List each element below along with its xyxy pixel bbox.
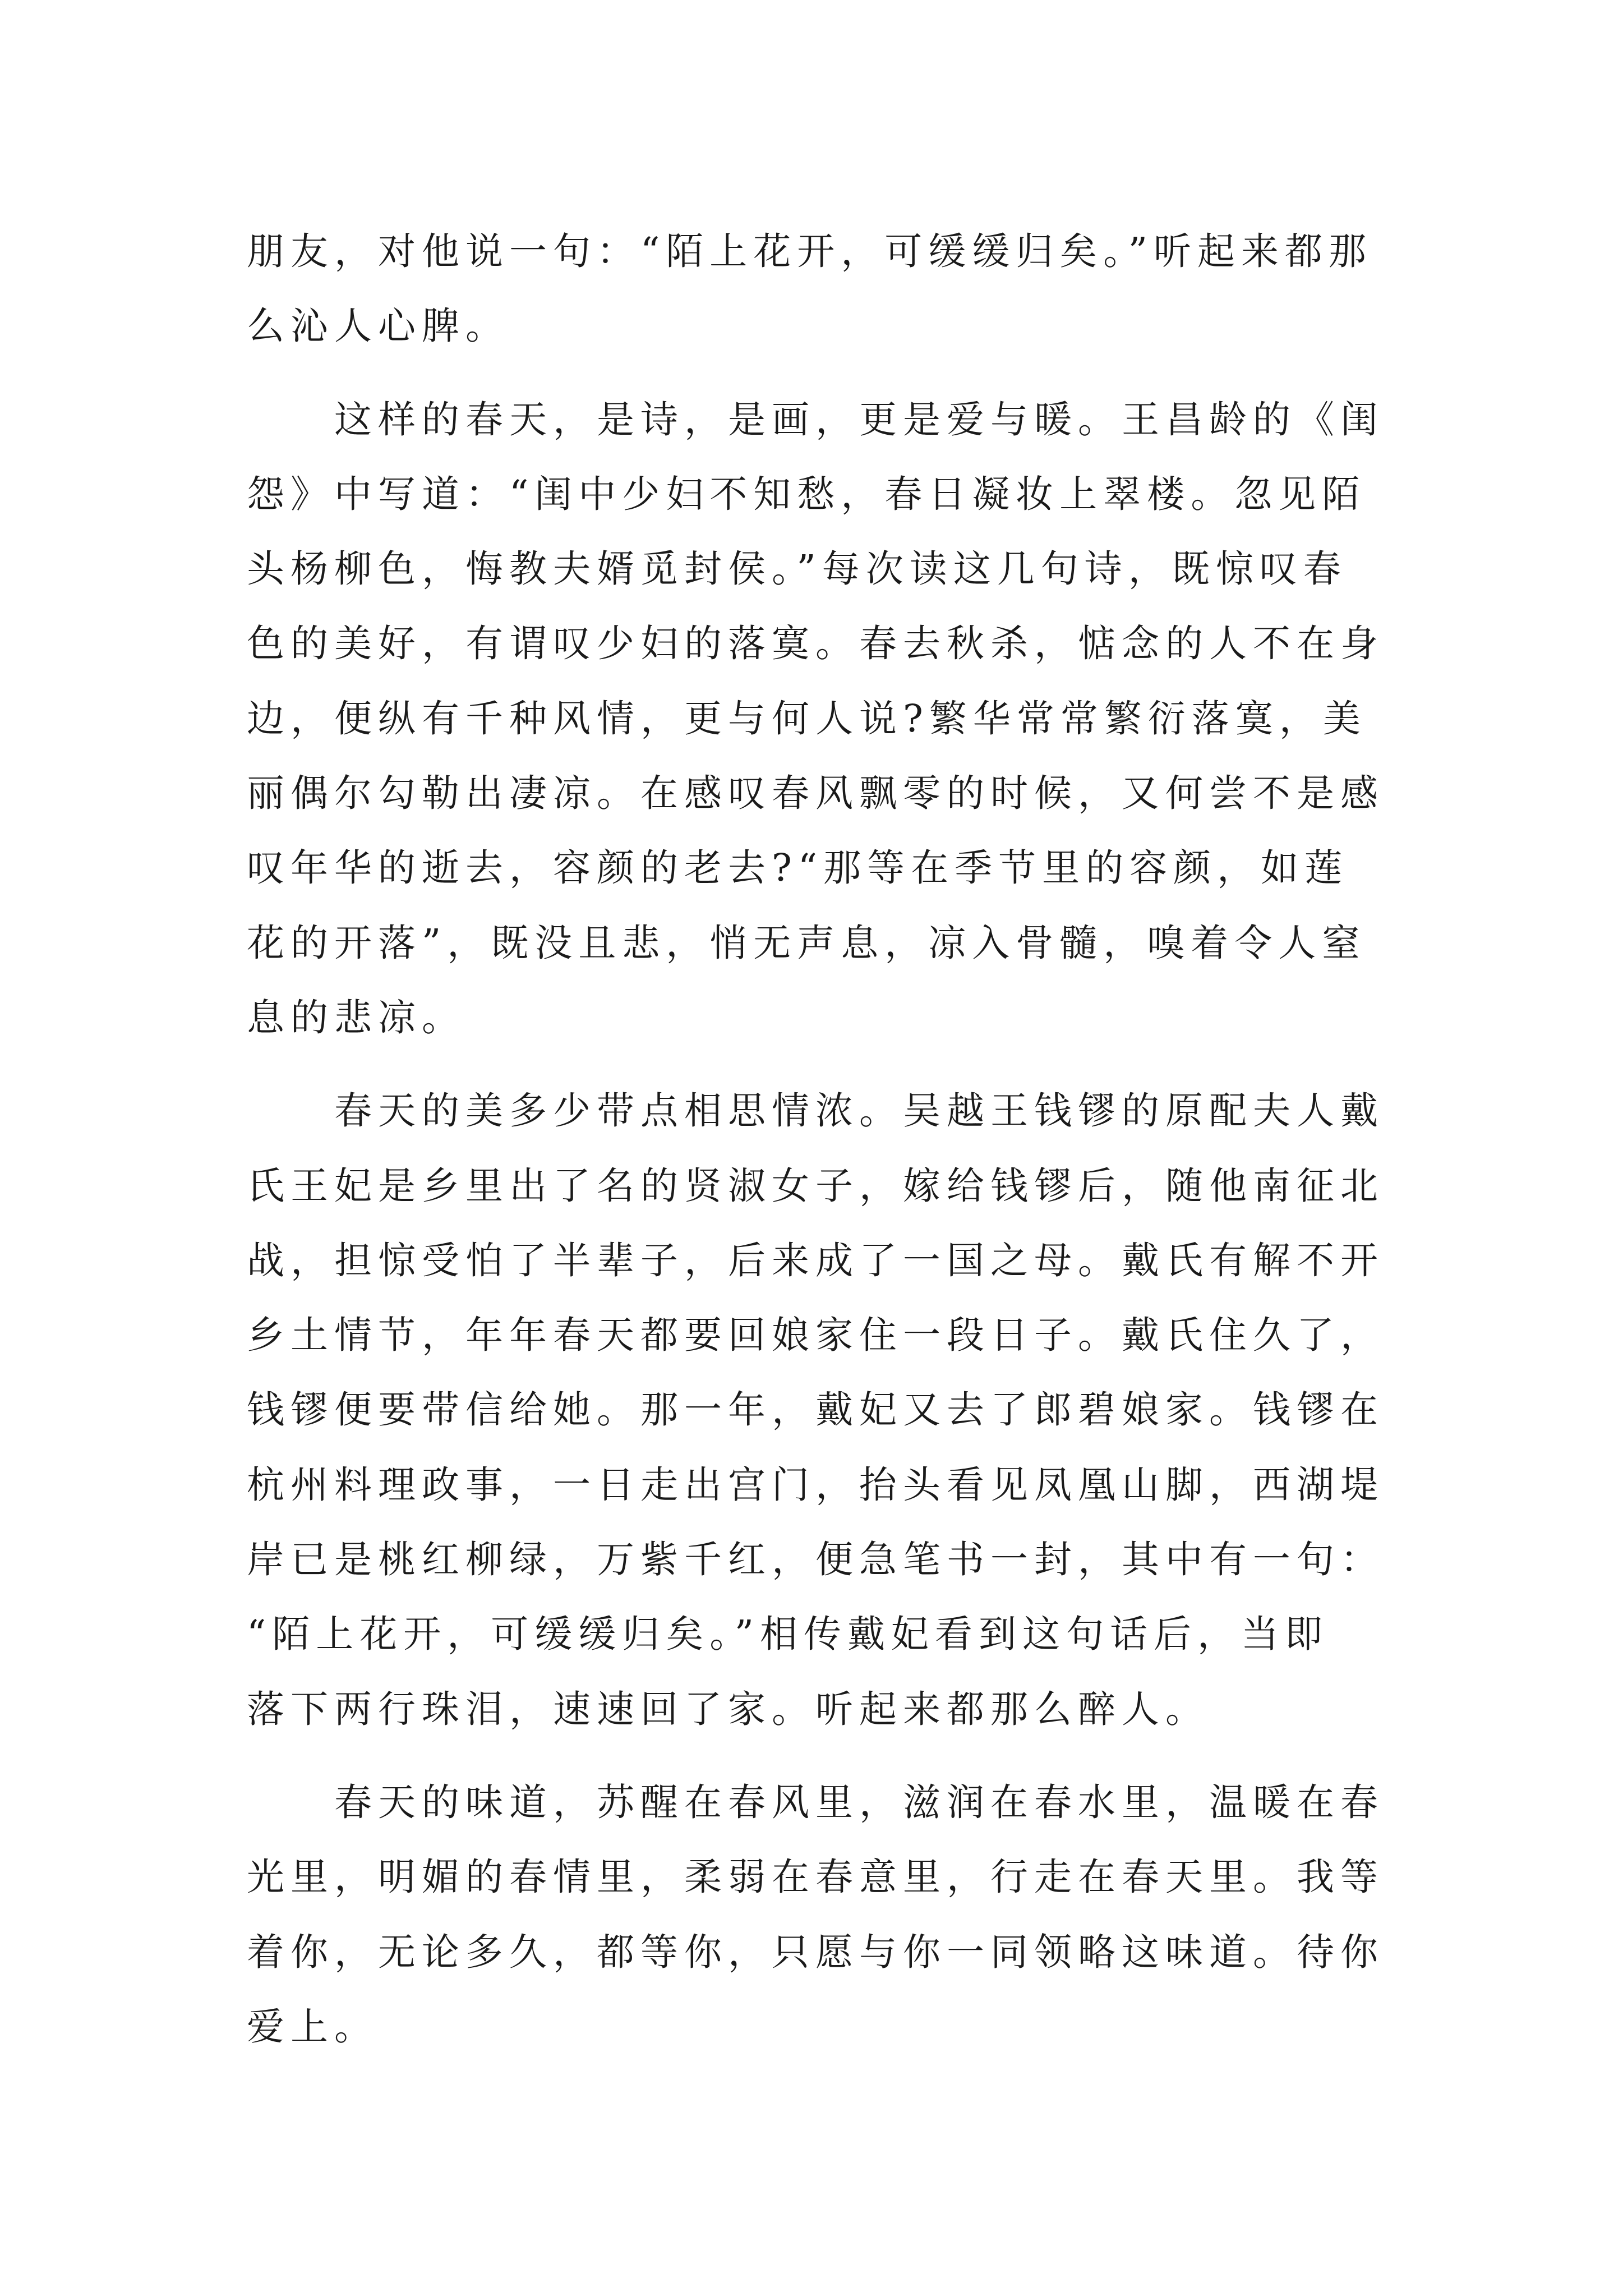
- text-line: 这样的春天，是诗，是画，更是爱与暖。王昌龄的《闺: [334, 397, 1384, 441]
- text-line: 钱镠便要带信给她。那一年，戴妃又去了郎碧娘家。钱镠在: [247, 1388, 1384, 1432]
- text-line: 战，担惊受怕了半辈子，后来成了一国之母。戴氏有解不开: [247, 1238, 1384, 1282]
- paragraph-spacing: [247, 364, 1385, 383]
- text-line: 边，便纵有千种风情，更与何人说?繁华常常繁衍落寞，美: [247, 696, 1367, 740]
- text-line: 着你，无论多久，都等你，只愿与你一同领略这味道。待你: [247, 1930, 1384, 1974]
- text-line: 岸已是桃红柳绿，万紫千红，便急笔书一封，其中有一句：: [247, 1538, 1384, 1582]
- document-body: [247, 214, 1385, 2064]
- text-line: 息的悲凉。: [247, 995, 465, 1039]
- paragraph-spacing: [247, 1747, 1385, 1765]
- text-line: “陌上花开，可缓缓归矣。”相传戴妃看到这句话后，当即: [247, 1612, 1329, 1657]
- text-line: 爱上。: [247, 2004, 378, 2049]
- paragraph-4: [247, 1765, 1385, 2064]
- paragraph-spacing: [247, 1055, 1385, 1074]
- text-line: 色的美好，有谓叹少妇的落寞。春去秋杀，惦念的人不在身: [247, 622, 1384, 666]
- text-line: 春天的美多少带点相思情浓。吴越王钱镠的原配夫人戴: [334, 1089, 1384, 1133]
- text-line: 花的开落”，既没且悲，悄无声息，凉入骨髓，嗅着令人窒: [247, 921, 1366, 965]
- text-line: 么沁人心脾。: [247, 304, 509, 348]
- text-line: 朋友，对他说一句：“陌上花开，可缓缓归矣。”听起来都那: [247, 229, 1373, 273]
- text-line: 光里，明媚的春情里，柔弱在春意里，行走在春天里。我等: [247, 1855, 1384, 1899]
- text-line: 落下两行珠泪，速速回了家。听起来都那么醉人。: [247, 1687, 1209, 1731]
- text-line: 杭州料理政事，一日走出宫门，抬头看见凤凰山脚，西湖堤: [247, 1462, 1384, 1507]
- text-line: 丽偶尔勾勒出凄凉。在感叹春风飘零的时候，又何尝不是感: [247, 771, 1384, 816]
- text-line: 春天的味道，苏醒在春风里，滋润在春水里，温暖在春: [334, 1780, 1384, 1824]
- text-line: 头杨柳色，悔教夫婿觅封侯。”每次读这几句诗，既惊叹春: [247, 547, 1347, 591]
- text-line: 怨》中写道：“闺中少妇不知愁，春日凝妆上翠楼。忽见陌: [247, 472, 1366, 516]
- paragraph-2: [247, 383, 1385, 1056]
- paragraph-1: [247, 214, 1385, 364]
- text-line: 叹年华的逝去，容颜的老去?“那等在季节里的容颜，如莲: [247, 846, 1349, 890]
- paragraph-3: [247, 1074, 1385, 1747]
- text-line: 氏王妃是乡里出了名的贤淑女子，嫁给钱镠后，随他南征北: [247, 1163, 1384, 1208]
- text-line: 乡土情节，年年春天都要回娘家住一段日子。戴氏住久了，: [247, 1313, 1384, 1358]
